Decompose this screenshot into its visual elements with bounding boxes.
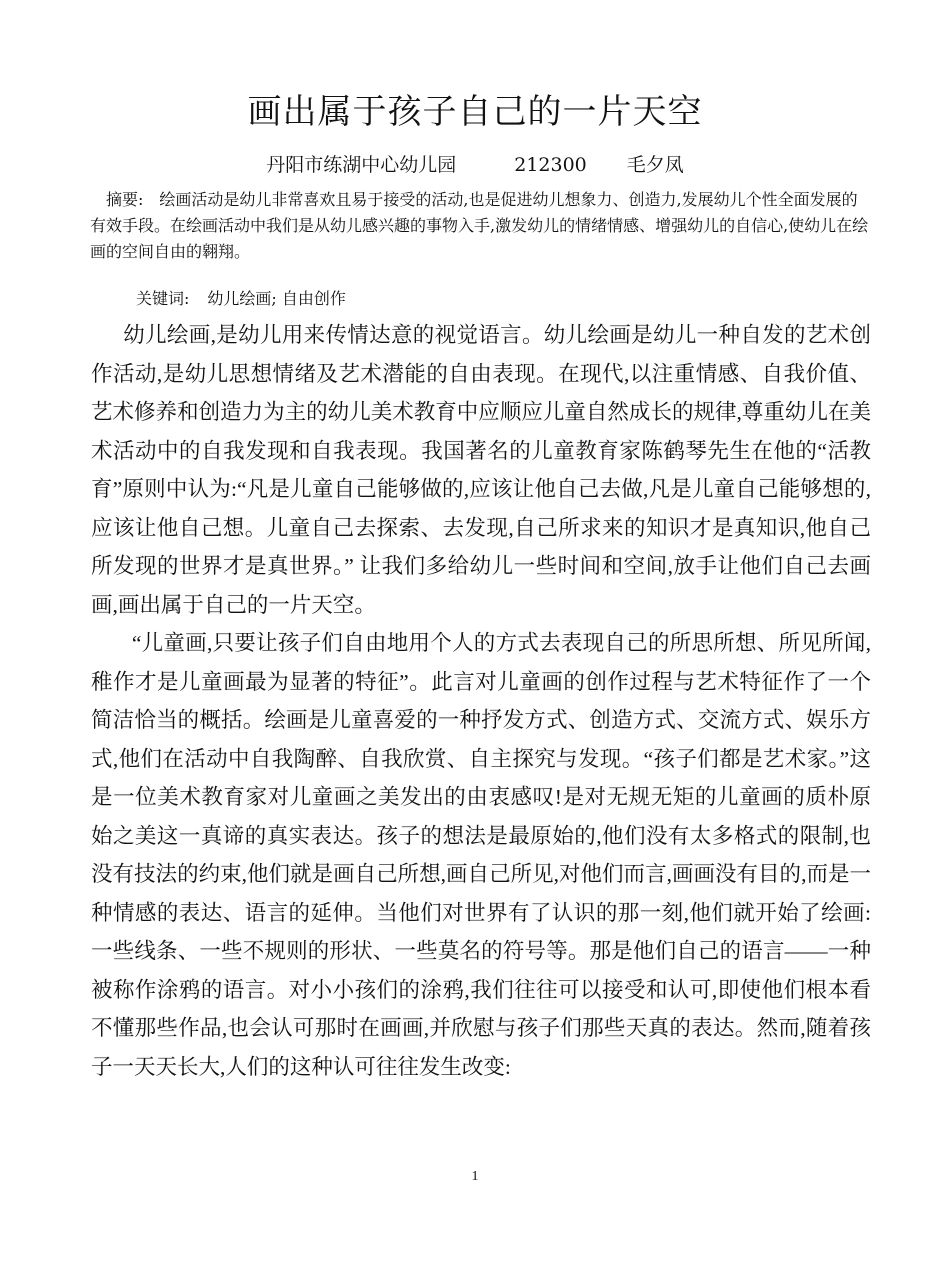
keywords-label: 关键词:	[136, 289, 190, 308]
body-paragraph-1: 幼儿绘画,是幼儿用来传情达意的视觉语言。幼儿绘画是幼儿一种自发的艺术创作活动,是幼儿思想情绪及艺术潜能的自由表现。在现代,以注重情感、自我价值、艺术修养和创造力为主的幼儿美术教育中应顺应儿童自然成长的规律,尊重幼儿在美术活动中的自我发现和自我表现。我国著名的儿童教育家陈鹤琴先生在他的“活教育”原则中认为:“凡是儿童自己能够做的,应该让他自己去做,凡是儿童自己能够想的,应该让他自己想。儿童自己去探索、去发现,自己所求来的知识才是真知识,他自己所发现的世界才是真世界。” 让我们多给幼儿一些时间和空间,放手让他们自己去画画,画出属于自己的一片天空。	[91, 323, 871, 617]
abstract-label: 摘要:	[106, 190, 144, 209]
page-number: 1	[471, 1169, 479, 1184]
abstract-text: 绘画活动是幼儿非常喜欢且易于接受的活动,也是促进幼儿想象力、创造力,发展幼儿个性全面发展的有效手段。在绘画活动中我们是从幼儿感兴趣的事物入手,激发幼儿的情绪情感、增强幼儿的自信心,使幼儿在绘画的空间自由的翱翔。	[90, 190, 869, 261]
byline-author: 毛夕凤	[626, 154, 684, 176]
keywords-text: 幼儿绘画; 自由创作	[207, 289, 346, 308]
document-title: 画出属于孩子自己的一片天空	[247, 92, 703, 132]
body-text	[91, 316, 871, 1086]
abstract	[90, 187, 870, 265]
byline-school: 丹阳市练湖中心幼儿园	[266, 154, 457, 176]
byline-postcode: 212300	[514, 154, 587, 176]
byline	[0, 150, 950, 180]
body-paragraph-2: “儿童画,只要让孩子们自由地用个人的方式去表现自己的所思所想、所见所闻,稚作才是儿童画最为显著的特征”。此言对儿童画的创作过程与艺术特征作了一个简洁恰当的概括。绘画是儿童喜爱的一种抒发方式、创造方式、交流方式、娱乐方式,他们在活动中自我陶醉、自我欣赏、自主探究与发现。“孩子们都是艺术家。”这是一位美术教育家对儿童画之美发出的由衷感叹!是对无规无矩的儿童画的质朴原始之美这一真谛的真实表达。孩子的想法是最原始的,他们没有太多格式的限制,也没有技法的约束,他们就是画自己所想,画自己所见,对他们而言,画画没有目的,而是一种情感的表达、语言的延伸。当他们对世界有了认识的那一刻,他们就开始了绘画:一些线条、一些不规则的形状、一些莫名的符号等。那是他们自己的语言——一种被称作涂鸦的语言。对小小孩们的涂鸦,我们往往可以接受和认可,即使他们根本看不懂那些作品,也会认可那时在画画,并欣慰与孩子们那些天真的表达。然而,随着孩子一天天长大,人们的这种认可往往发生改变:	[91, 631, 871, 1079]
keywords	[136, 287, 866, 311]
